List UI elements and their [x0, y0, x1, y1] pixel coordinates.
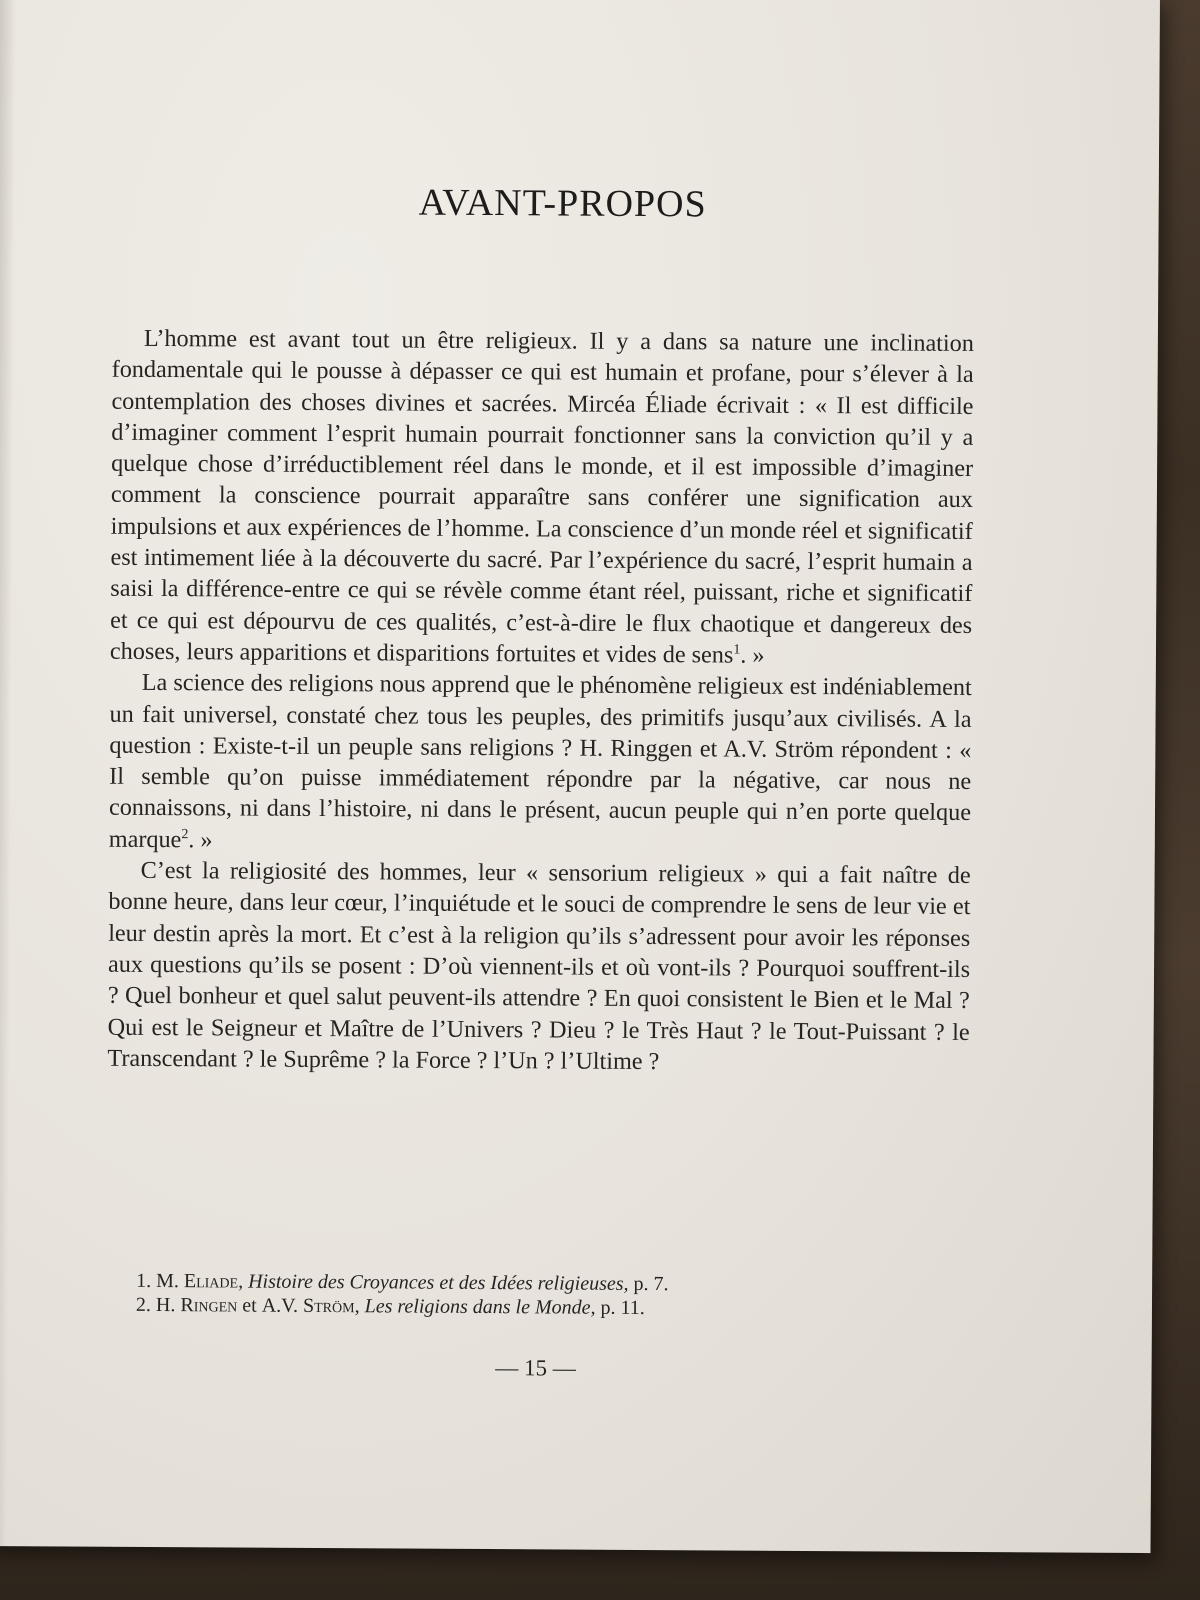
footnote-2-author-b: A.V. Ström,	[261, 1294, 360, 1318]
footnote-1-page: p. 7.	[633, 1272, 669, 1296]
chapter-heading: AVANT-PROPOS	[418, 181, 707, 226]
paragraph-2-text: La science des religions nous apprend que le phénomène religieux est indéniablement un fait universel, constaté chez tous les peuples, des primitifs jusqu’aux civilisés. A la question : Existe-t-il un peuple sans religions ? H. Ringgen et A.V. Ström répondent : « Il semble qu’on puisse immédiatement répondre par la négative, car nous ne connaissons, ni dans l’histoire, ni dans le présent, aucun peuple qui n’en porte quelque marque	[108, 669, 972, 853]
footnote-2-author-a: H. Ringen	[155, 1294, 238, 1317]
body-text	[107, 323, 974, 1079]
paragraph-1-text: L’homme est avant tout un être religieux. Il y a dans sa nature une inclination fondamentale qui le pousse à dépasser ce qui est humain et profane, pour s’élever à la contemplation des choses divines et sacrées. Mircéa Éliade écrivait : « Il est difficile d’imaginer comment l’esprit humain pourrait fonctionner sans la conviction qu’il y a quelque chose d’irréductiblement réel dans le monde, et il est impossible d’imaginer comment la conscience pourrait apparaître sans conférer une signification aux impulsions et aux expériences de l’homme. La conscience d’un monde réel et significatif est intimement liée à la découverte du sacré. Par l’expérience du sacré, l’esprit humain a saisi la différence-entre ce qui se révèle comme étant réel, puissant, riche et significatif et ce qui est dépourvu de ces qualités, c’est-à-dire le flux chaotique et dangereux des choses, leurs apparitions et disparitions fortuites et vides de sens	[109, 324, 974, 669]
footnote-2-title: Les religions dans le Monde,	[364, 1295, 596, 1319]
paragraph-1	[110, 323, 974, 673]
paragraph-3-text: C’est la religiosité des hommes, leur « sensorium religieux » qui a fait naître de bonne heure, dans leur cœur, l’inquiétude et le souci de comprendre le sens de leur vie et leur destin après la mort. Et c’est à la religion qu’ils s’adressent pour avoir les réponses aux questions qu’ils se posent : D’où viennent-ils et où vont-ils ? Pourquoi souffrent-ils ? Quel bonheur et quel salut peuvent-ils attendre ? En quoi consistent le Bien et le Mal ? Qui est le Seigneur et Maître de l’Univers ? Dieu ? le Très Haut ? le Tout-Puissant ? le Transcendant ? le Suprême ? la Force ? l’Un ? l’Ultime ?	[107, 856, 971, 1075]
footnote-2-joiner: et	[242, 1294, 257, 1317]
footnote-ref-1: 1	[733, 642, 741, 658]
footnote-2-number: 2.	[135, 1293, 152, 1316]
footnote-ref-2: 2	[181, 826, 189, 842]
page-gutter-shadow	[0, 0, 16, 1546]
footnote-1-title: Histoire des Croyances et des Idées religieuses,	[248, 1270, 629, 1295]
footnote-2-page: p. 11.	[600, 1296, 645, 1319]
paragraph-1-tail: . »	[740, 641, 765, 669]
footnotes	[136, 1269, 956, 1322]
page-number: — 15 —	[495, 1355, 576, 1381]
paragraph-3	[107, 855, 970, 1079]
footnote-2	[136, 1293, 956, 1322]
footnote-1-author: M. Eliade,	[156, 1270, 244, 1293]
footnote-1-number: 1.	[136, 1269, 152, 1292]
paragraph-2	[109, 667, 972, 860]
paragraph-2-tail: . »	[188, 825, 213, 854]
